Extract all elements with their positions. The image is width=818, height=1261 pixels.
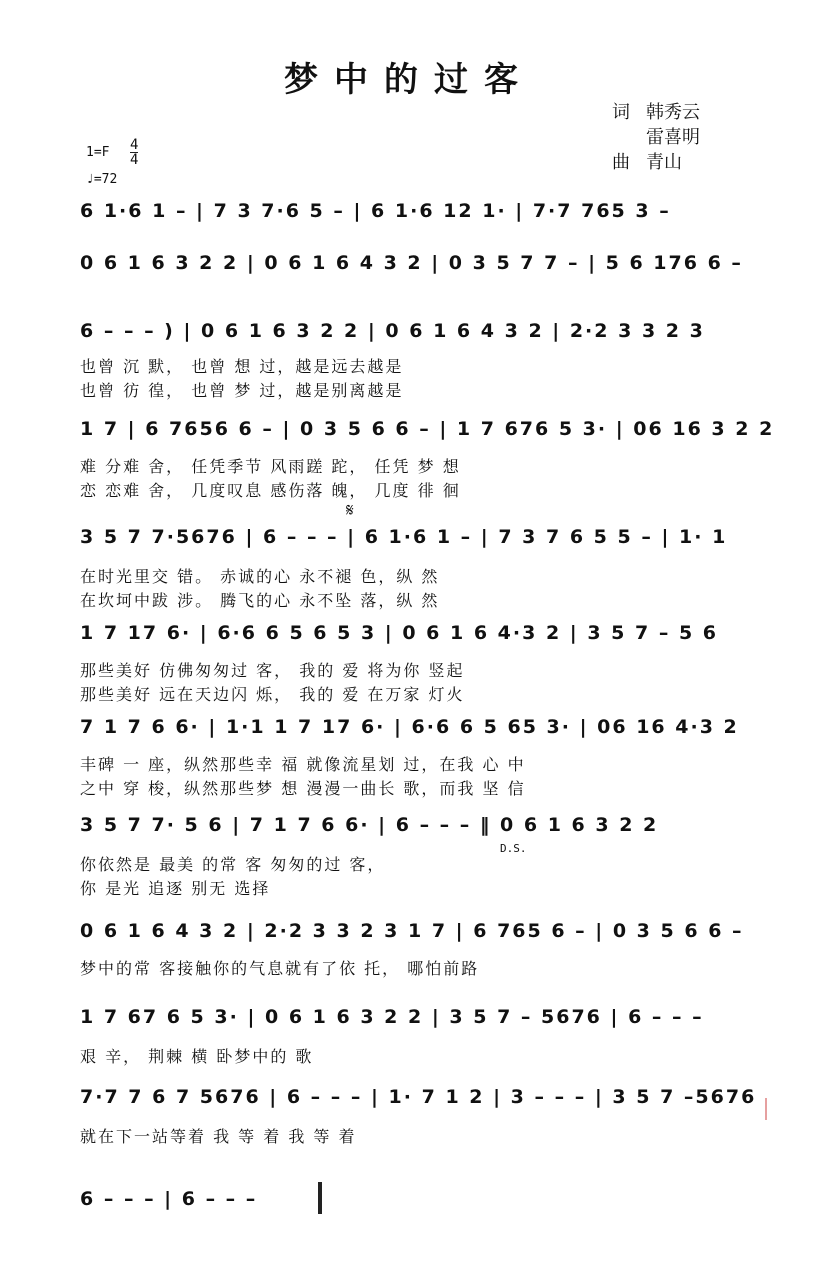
notes-1: 6 1·6 1 – | 7 3 7·6 5 – | 6 1·6 12 1· | 7·7 765 3 – [80,200,671,222]
music-label: 曲 [612,152,630,173]
tempo-marking: ♩=72 [86,172,118,187]
lyric-label: 词 [612,102,630,123]
lyrics-8-verse-1: 你依然是 最美 的常 客 匆匆的过 客， [80,855,386,874]
notes-4: 1 7 | 6 7656 6 – | 0 3 5 6 6 – | 1 7 676 5 3· | 06 16 3 2 2 [80,418,775,440]
credits [612,100,700,175]
notes-3: 6 – – – ) | 0 6 1 6 3 2 2 | 0 6 1 6 4 3 2 | 2·2 3 3 2 3 [80,320,705,342]
meter-top: 4 [130,137,139,153]
key-signature: 1=F [86,145,110,160]
lyrics-11: 就在下一站等着 我 等 着 我 等 着 [80,1127,357,1146]
lyrics-3-verse-1: 也曾 沉 默， 也曾 想 过，越是远去越是 [80,357,404,376]
lyrics-6-verse-2: 那些美好 远在天边闪 烁， 我的 爱 在万家 灯火 [80,685,465,704]
lyricist-1: 韩秀云 [646,102,700,123]
lyrics-7-verse-2: 之中 穿 梭，纵然那些梦 想 漫漫一曲长 歌，而我 坚 信 [80,779,526,798]
lyrics-8-verse-2: 你 是光 追逐 别无 选择 [80,879,271,898]
notes-8: 3 5 7 7· 5 6 | 7 1 7 6 6· | 6 – – – ‖ 0 6 1 6 3 2 2 [80,814,659,836]
notes-12: 6 – – – | 6 – – – [80,1188,258,1210]
lyrics-5-verse-2: 在坎坷中跋 涉。 腾飞的心 永不坠 落，纵 然 [80,591,440,610]
lyrics-9: 梦中的常 客接触你的气息就有了依 托， 哪怕前路 [80,959,480,978]
lyrics-5-verse-1: 在时光里交 错。 赤诚的心 永不褪 色，纵 然 [80,567,440,586]
time-signature [130,138,138,167]
composer: 青山 [646,152,682,173]
notes-11: 7·7 7 6 7 5676 | 6 – – – | 1· 7 1 2 | 3 – – – | 3 5 7 –5676 [80,1086,757,1108]
lyrics-6-verse-1: 那些美好 仿佛匆匆过 客， 我的 爱 将为你 竖起 [80,661,465,680]
dal-segno-mark: D.S. [500,842,527,855]
meter-bottom: 4 [130,152,139,168]
notes-6: 1 7 17 6· | 6·6 6 5 6 5 3 | 0 6 1 6 4·3 2 | 3 5 7 – 5 6 [80,622,719,644]
lyrics-4-verse-2: 恋 恋难 舍， 几度叹息 感伤落 魄， 几度 徘 徊 [80,481,461,500]
notes-9: 0 6 1 6 4 3 2 | 2·2 3 3 2 3 1 7 | 6 765 6 – | 0 3 5 6 6 – [80,920,744,942]
lyrics-4-verse-1: 难 分难 舍， 任凭季节 风雨蹉 跎， 任凭 梦 想 [80,457,461,476]
margin-mark [765,1098,767,1120]
song-title: 梦中的过客 [284,60,534,100]
lyricist-2: 雷喜明 [646,127,700,148]
lyrics-7-verse-1: 丰碑 一 座，纵然那些幸 福 就像流星划 过，在我 心 中 [80,755,526,774]
notes-2: 0 6 1 6 3 2 2 | 0 6 1 6 4 3 2 | 0 3 5 7 7 – | 5 6 176 6 – [80,252,743,274]
notes-10: 1 7 67 6 5 3· | 0 6 1 6 3 2 2 | 3 5 7 – 5676 | 6 – – – [80,1006,704,1028]
final-barline [318,1182,322,1214]
notes-5: 3 5 7 7·5676 | 6 – – – | 6 1·6 1 – | 7 3 7 6 5 5 – | 1· 1 [80,526,728,548]
lyrics-10: 艰 辛， 荆棘 横 卧梦中的 歌 [80,1047,314,1066]
lyrics-3-verse-2: 也曾 彷 徨， 也曾 梦 过，越是别离越是 [80,381,404,400]
notes-7: 7 1 7 6 6· | 1·1 1 7 17 6· | 6·6 6 5 65 3· | 06 16 4·3 2 [80,716,739,738]
segno-sign: 𝄋 [346,500,354,521]
